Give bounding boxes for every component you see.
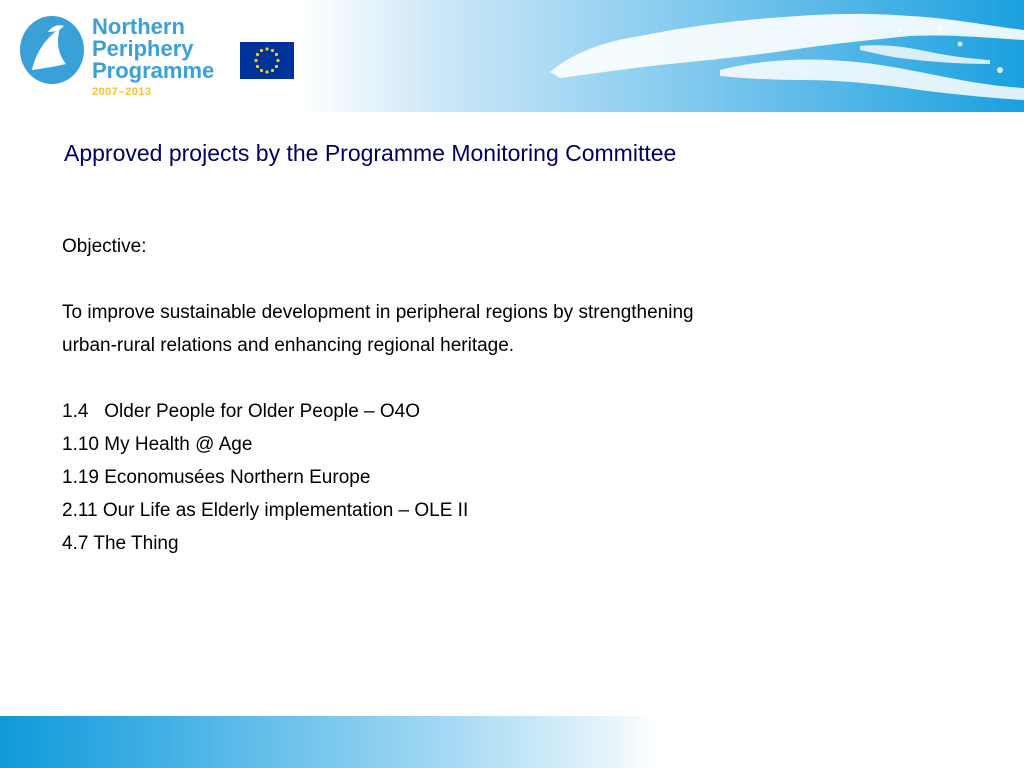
logo-years: 2007–2013	[92, 86, 152, 98]
logo-line-2: Periphery	[92, 36, 194, 61]
project-item: 1.10 My Health @ Age	[62, 434, 253, 455]
logo-line-1: Northern	[92, 14, 185, 39]
objective-text-line-2: urban-rural relations and enhancing regional heritage.	[62, 335, 515, 356]
project-item: 2.11 Our Life as Elderly implementation – OLE II	[62, 500, 469, 521]
header-map-banner	[300, 0, 1024, 112]
project-item: 4.7 The Thing	[62, 533, 179, 554]
eu-flag-icon	[240, 42, 294, 79]
coastline-map-graphic	[300, 0, 1024, 112]
project-item: 1.19 Economusées Northern Europe	[62, 467, 371, 488]
bird-emblem-icon	[18, 14, 88, 86]
project-item: 1.4 Older People for Older People – O4O	[62, 401, 421, 422]
objective-text-line-1: To improve sustainable development in peripheral regions by strengthening	[62, 302, 694, 323]
footer-gradient-band	[0, 716, 1024, 768]
slide-title: Approved projects by the Programme Monitoring Committee	[64, 140, 677, 166]
northern-periphery-logo	[18, 12, 218, 104]
logo-line-3: Programme	[92, 58, 215, 83]
slide-body	[62, 230, 962, 560]
logo-wordmark	[92, 16, 214, 82]
objective-label: Objective:	[62, 236, 147, 257]
